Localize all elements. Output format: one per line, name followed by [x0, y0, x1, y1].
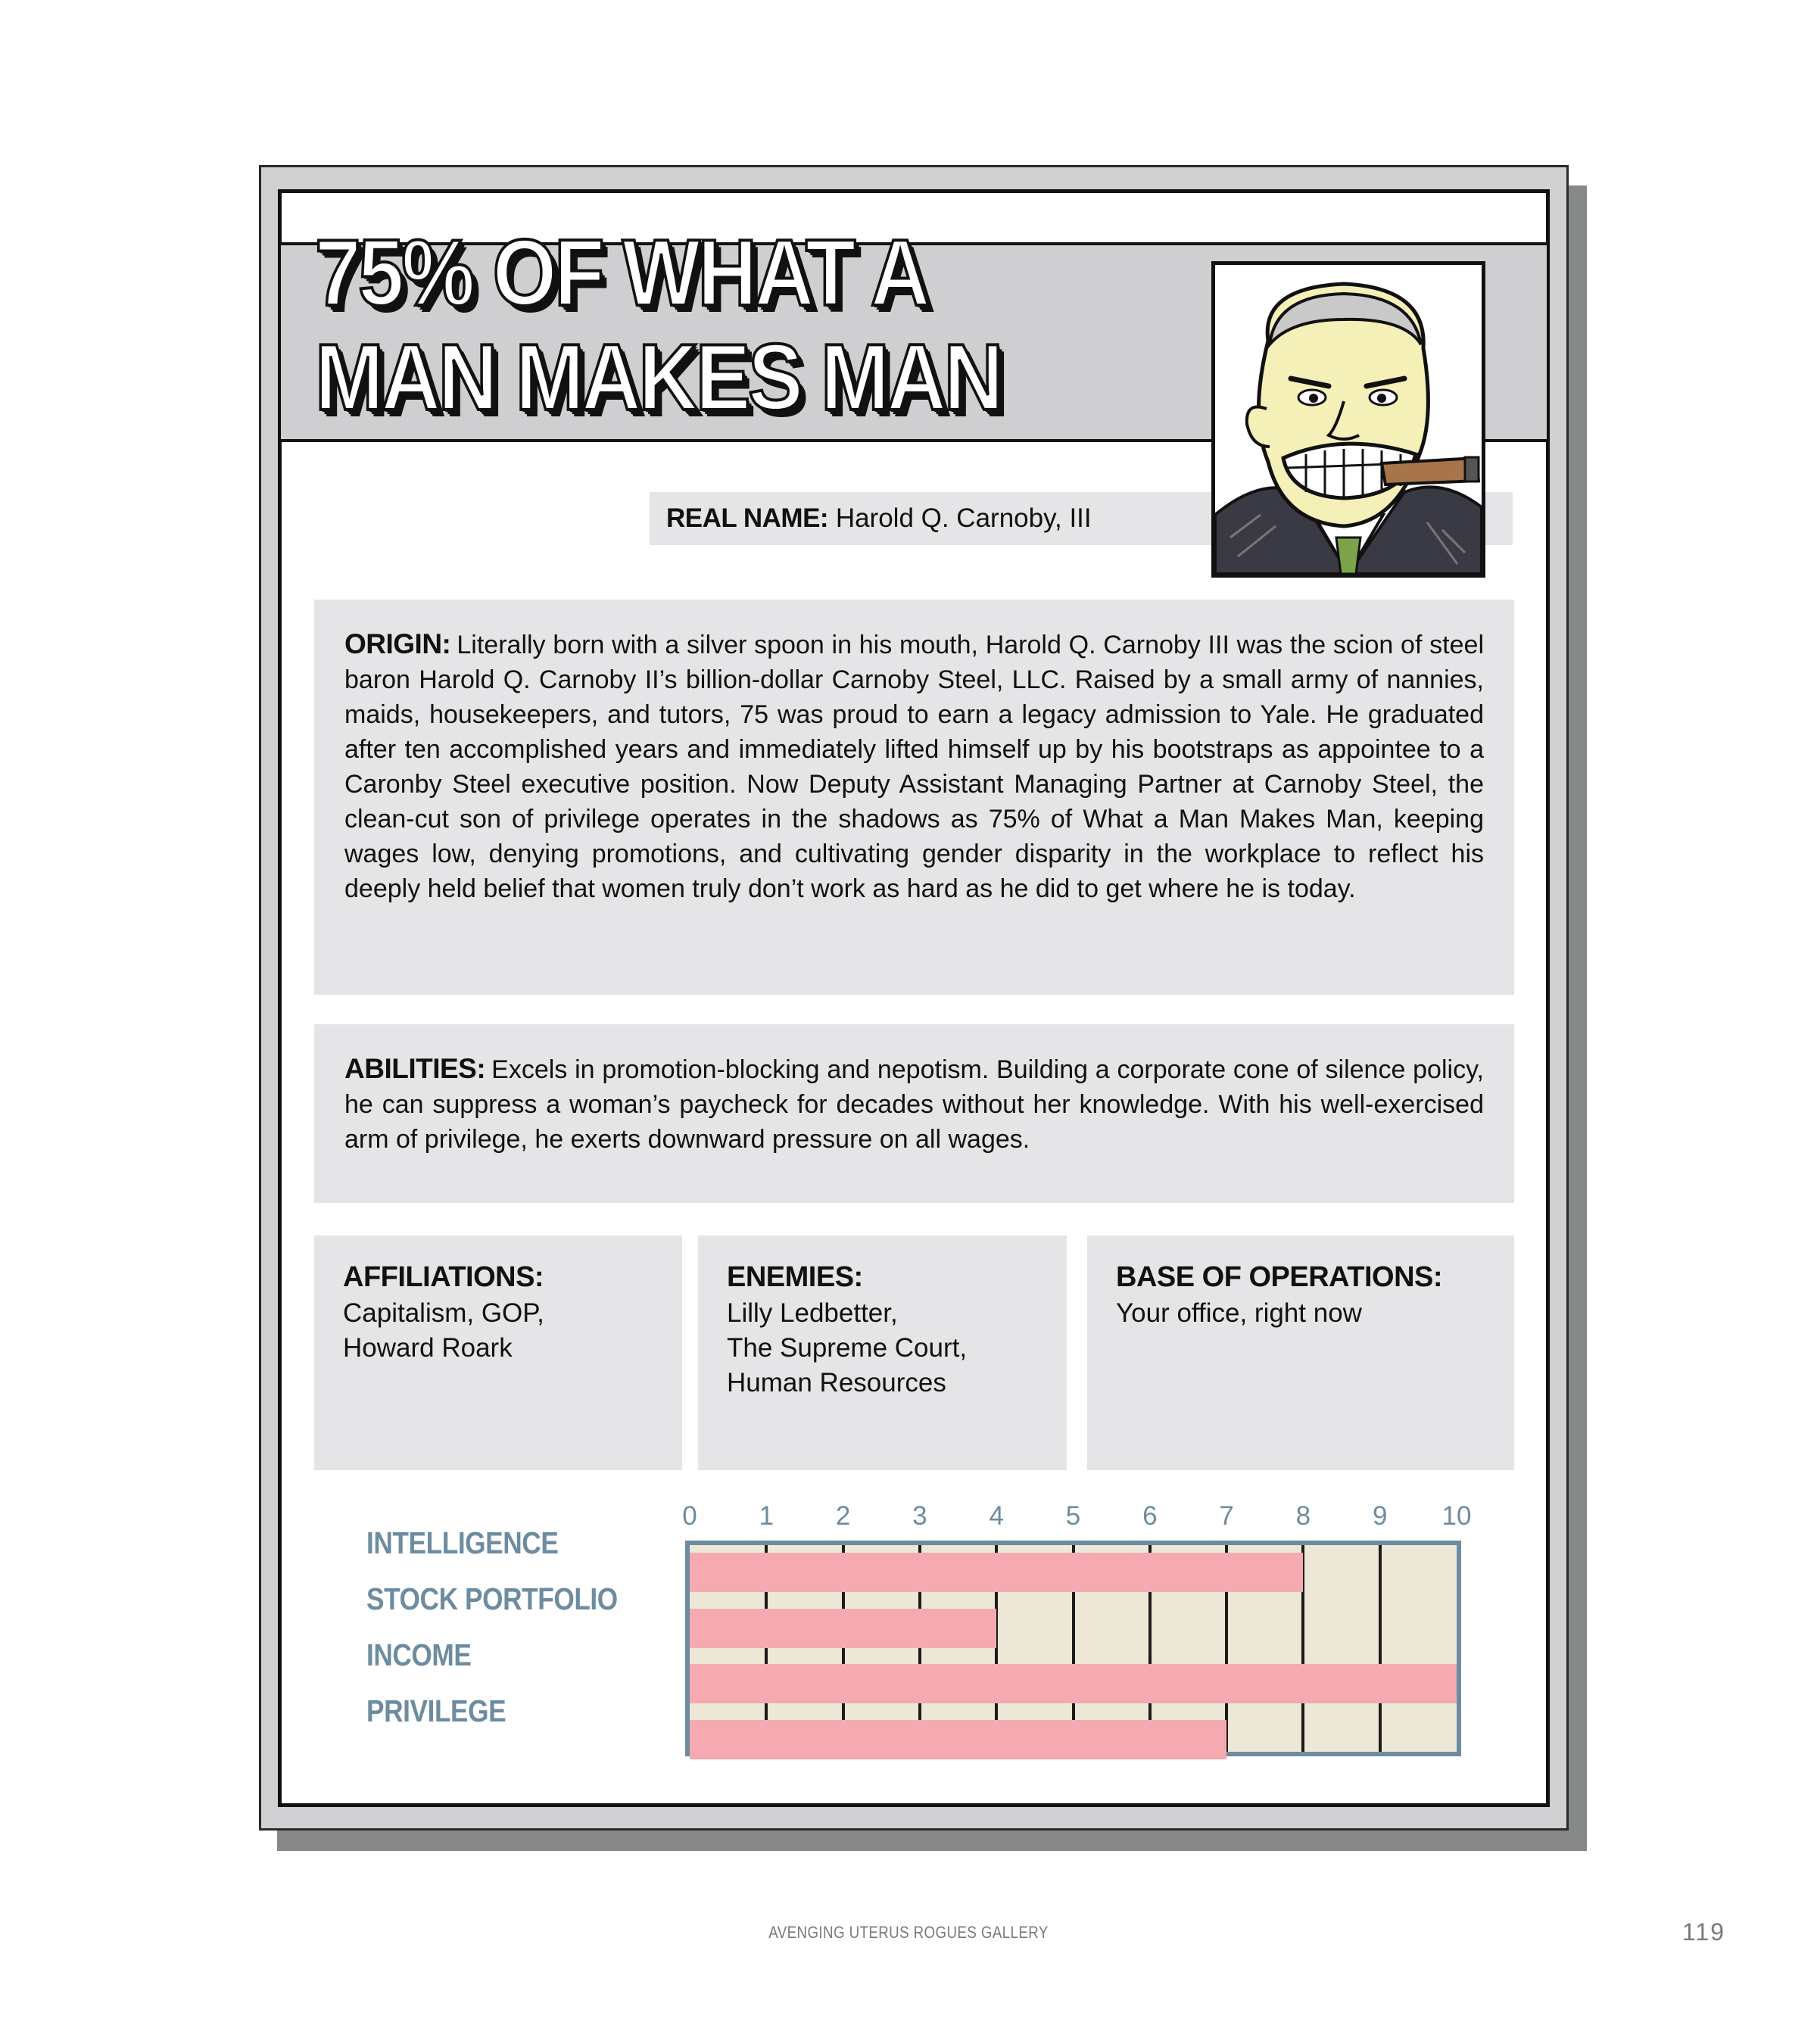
origin-section: [314, 600, 1514, 995]
axis-tick-label: 8: [1295, 1501, 1311, 1531]
enemy-item: Lilly Ledbetter,: [727, 1298, 898, 1328]
affiliation-item: Howard Roark: [343, 1333, 513, 1363]
stat-label: INTELLIGENCE: [366, 1525, 559, 1560]
stats-chart: [333, 1495, 1529, 1783]
enemy-item: Human Resources: [727, 1368, 946, 1397]
axis-tick-label: 9: [1372, 1501, 1388, 1531]
affiliations-section: [314, 1235, 682, 1470]
title-line-2: MAN MAKES MAN: [315, 326, 1001, 430]
abilities-section: [314, 1024, 1514, 1203]
stat-bar: [690, 1609, 996, 1648]
villain-portrait-icon: [1211, 261, 1485, 578]
axis-tick-label: 0: [682, 1501, 697, 1531]
axis-tick-label: 3: [912, 1501, 927, 1531]
stat-label: PRIVILEGE: [366, 1693, 506, 1728]
origin-paragraph: [344, 627, 1484, 906]
running-title: AVENGING UTERUS ROGUES GALLERY: [768, 1923, 1049, 1942]
affiliation-item: Capitalism, GOP,: [343, 1298, 544, 1328]
stat-label: INCOME: [366, 1637, 472, 1672]
affiliations-label: AFFILIATIONS:: [343, 1261, 544, 1293]
base-item: Your office, right now: [1116, 1298, 1362, 1328]
base-label: BASE OF OPERATIONS:: [1116, 1261, 1443, 1293]
real-name-label: REAL NAME:: [666, 503, 829, 533]
page-number: 119: [1682, 1918, 1726, 1946]
stat-bar: [690, 1553, 1303, 1592]
real-name-value: Harold Q. Carnoby, III: [835, 503, 1092, 533]
enemies-section: [698, 1235, 1067, 1470]
origin-label: ORIGIN:: [344, 628, 451, 659]
grid-line: [1379, 1545, 1382, 1752]
abilities-paragraph: [344, 1052, 1484, 1157]
enemy-item: The Supreme Court,: [727, 1333, 968, 1363]
axis-tick-label: 5: [1065, 1501, 1081, 1531]
abilities-text: Excels in promotion-blocking and nepotism. Building a corporate cone of silence policy, he can suppress a woman’s paycheck for decades without her knowledge. With his well-exercised arm of privilege, he exerts downward pressure on all wages.: [344, 1055, 1484, 1154]
axis-tick-label: 7: [1219, 1501, 1234, 1531]
origin-text: Literally born with a silver spoon in his mouth, Harold Q. Carnoby III was the scion of steel baron Harold Q. Carnoby II’s billion-dollar Carnoby Steel, LLC. Raised by a small army of nannies, maids, housekeepers, and tutors, 75 was proud to earn a legacy admission to Yale. He graduated after ten accomplished years and immediately lifted himself up by his bootstraps as appointee to a Caronby Steel executive position. Now Deputy Assistant Managing Partner at Carnoby Steel, the clean-cut son of privilege operates in the shadows as 75% of What a Man Makes Man, keeping wages low, denying promotions, and cultivating gender disparity in the workplace to reflect his deeply held belief that women truly don’t work as hard as he did to get where he is today.: [344, 631, 1484, 903]
axis-tick-label: 1: [759, 1501, 774, 1531]
stat-bar: [690, 1720, 1226, 1759]
axis-tick-label: 4: [989, 1501, 1004, 1531]
abilities-label: ABILITIES:: [344, 1053, 486, 1084]
axis-tick-label: 2: [835, 1501, 851, 1531]
enemies-label: ENEMIES:: [727, 1261, 863, 1293]
axis-tick-label: 10: [1441, 1501, 1472, 1531]
base-of-operations-section: [1087, 1235, 1514, 1470]
stat-label: STOCK PORTFOLIO: [366, 1581, 618, 1616]
stat-bar: [690, 1664, 1457, 1703]
axis-tick-label: 6: [1142, 1501, 1158, 1531]
title-line-1: 75% OF WHAT A: [315, 221, 928, 326]
villain-title: [315, 221, 1048, 430]
stat-grid: [685, 1541, 1461, 1756]
